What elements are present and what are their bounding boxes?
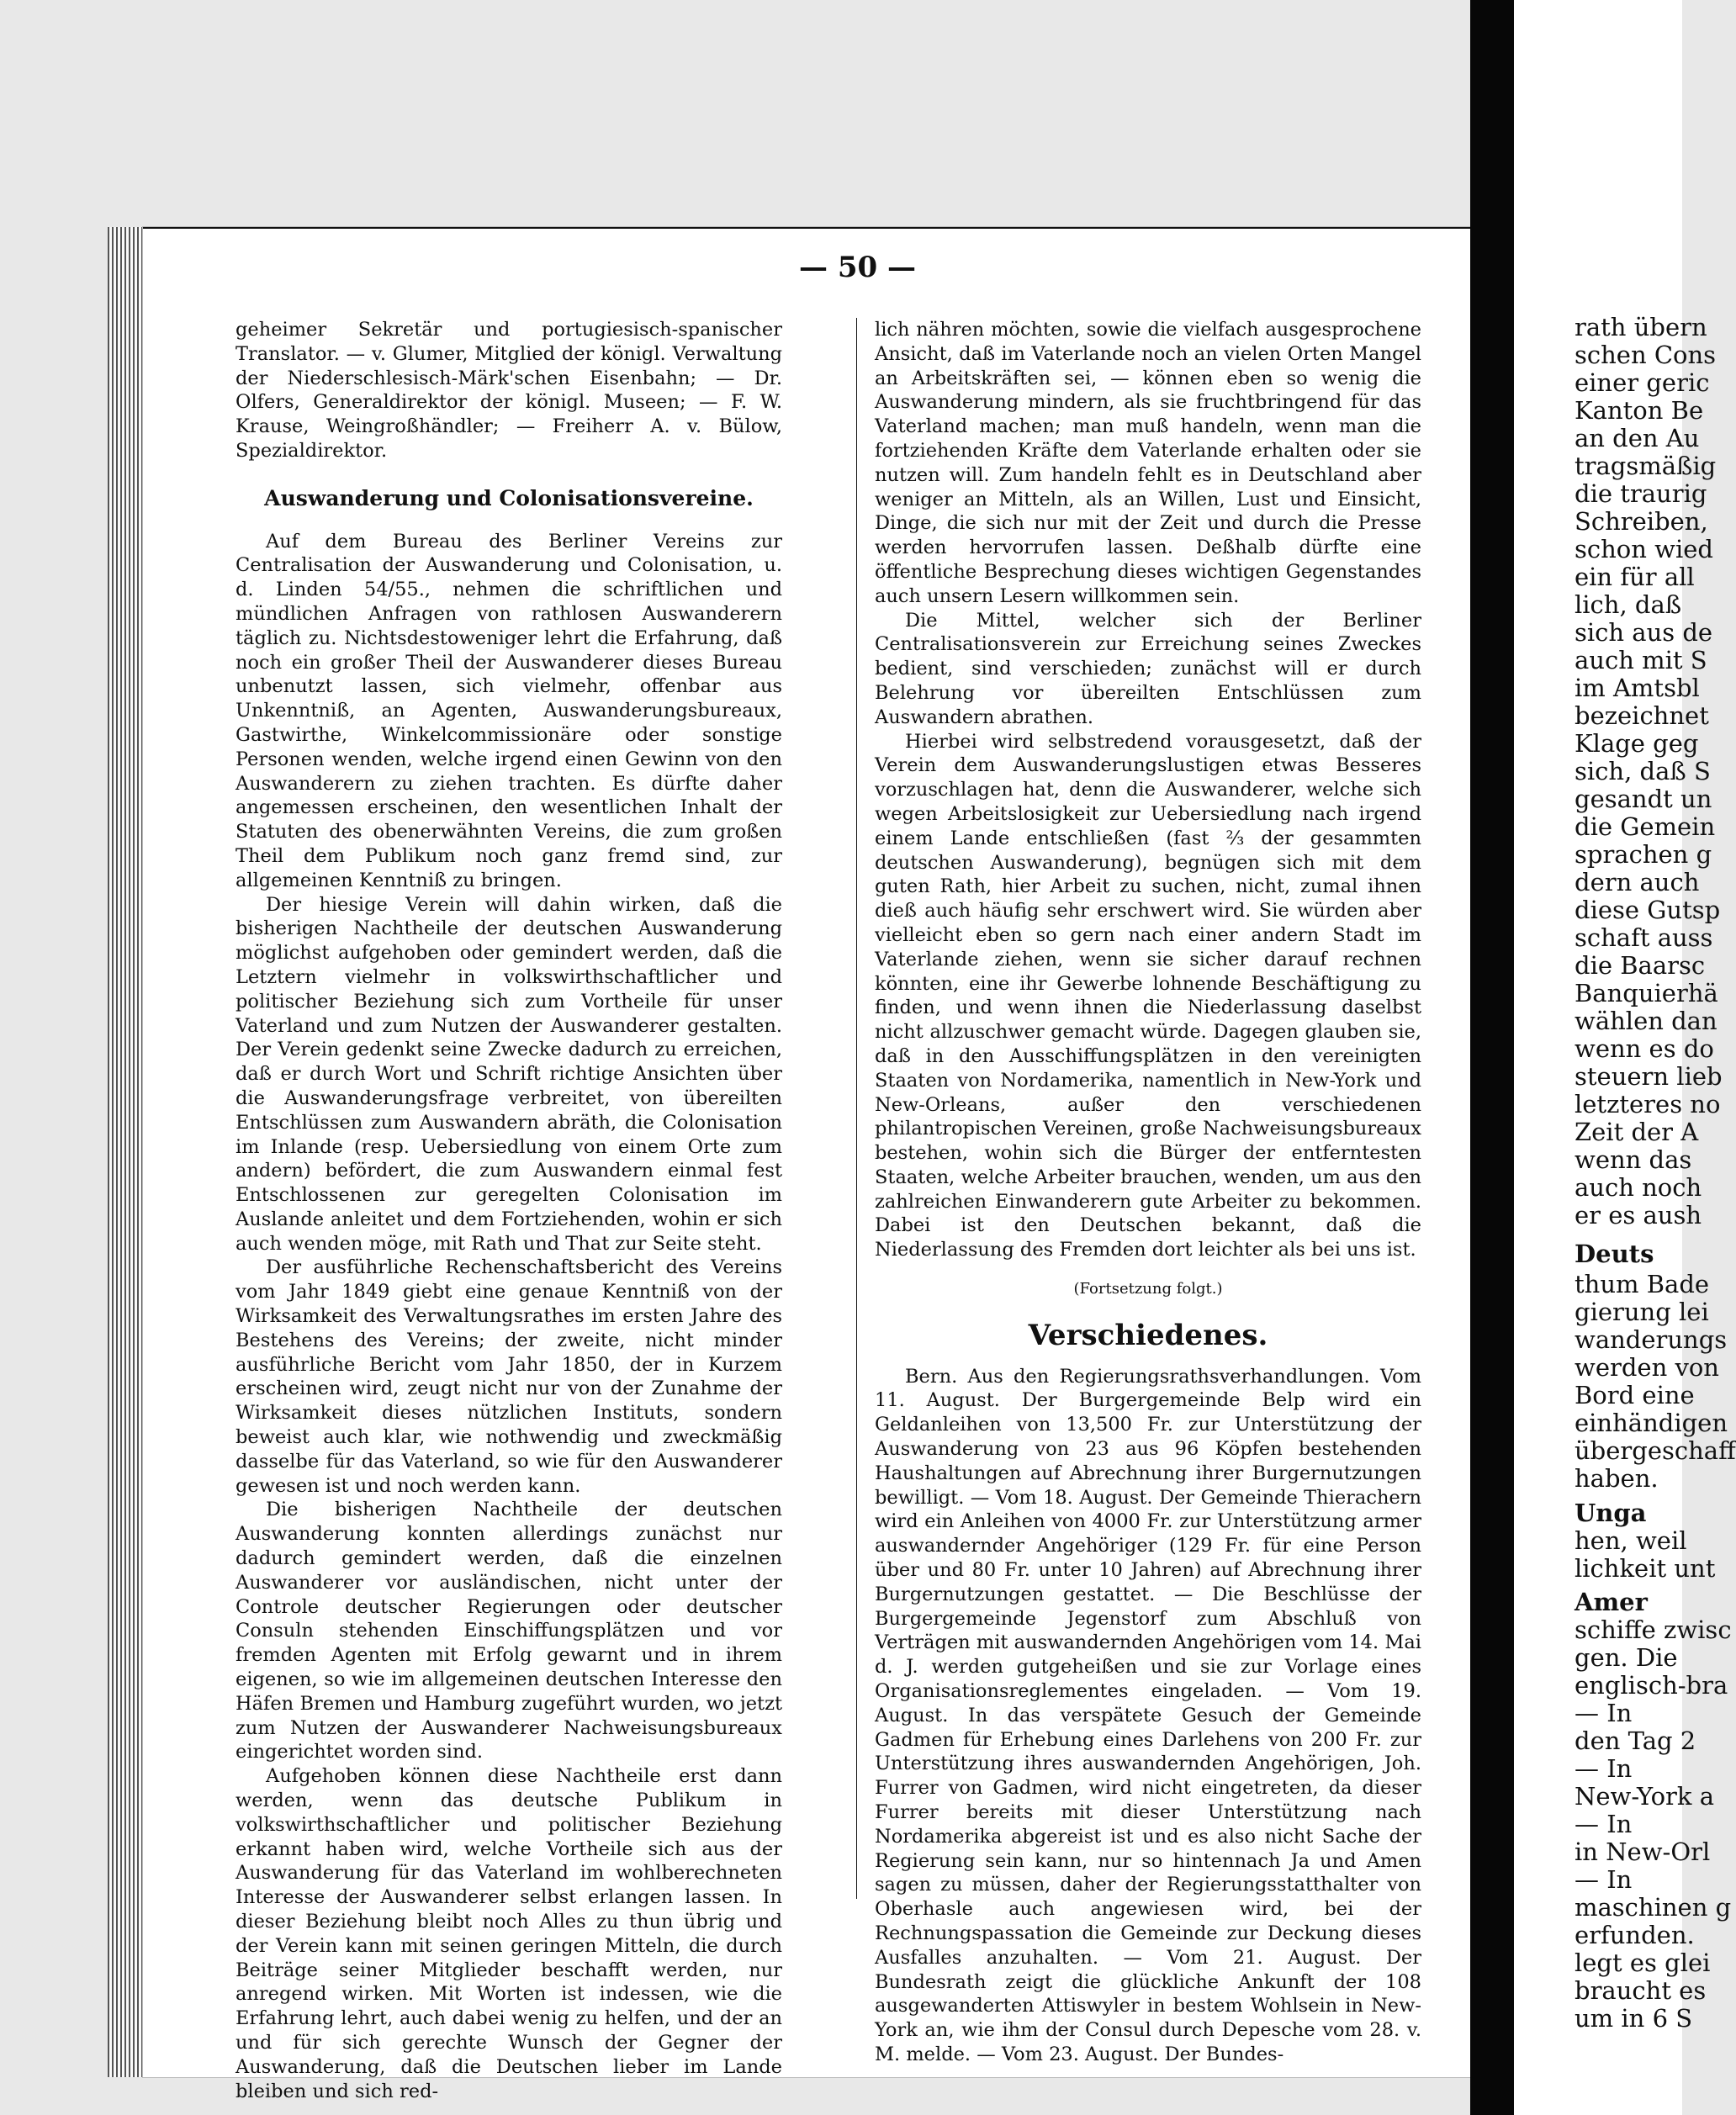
next-page-line: dern auch [1575,868,1700,896]
next-page-line: legt es glei [1575,1948,1711,1977]
next-page-fragment [1514,0,1736,2115]
next-page-line: thum Bade [1575,1270,1710,1298]
next-page-line: wenn es do [1575,1034,1714,1063]
next-page-line: bezeichnet [1575,701,1709,730]
page-number: — 50 — [799,251,916,284]
next-page-line: einhändigen [1575,1409,1728,1437]
continued-note: (Fortsetzung folgt.) [1073,1280,1223,1298]
page-binding-edge [108,227,146,2077]
article-paragraph: Die Mittel, welcher sich der Berliner Centralisationsverein zur Erreichung seines Zweckes bedient, sind verschieden; zunächst will er durch Belehrung vor übereilten Entschlüssen zum Auswandern abrathen. [875,609,1421,728]
gutter-shadow [1470,0,1514,2115]
next-page-line: steuern lieb [1575,1062,1723,1091]
next-page-line: sich aus de [1575,618,1713,647]
article-paragraph: Die bisherigen Nachtheile der deutschen Auswanderung konnten allerdings zunächst nur dadurch gemindert werden, daß die einzelnen Auswanderer vor ausländischen, nicht unter der Controle deutscher Regierungen oder deutscher Consuln stehenden Einschiffungsplätzen und vor fremden Agenten mit Erfolg gewarnt und in ihrem eigenen, so wie im allgemeinen deutschen Interesse den Häfen Bremen und Hamburg zugeführt wurden, wo jetzt zum Nutzen der Auswanderer Nachweisungsbureaux eingerichtet worden sind. [236,1499,782,1763]
next-page-line: auch noch [1575,1173,1702,1202]
section-heading-auswanderung: Auswanderung und Colonisationsvereine. [264,485,754,510]
article-paragraph: Hierbei wird selbstredend vorausgesetzt, daß der Verein dem Auswanderungslustigen etwas Besseres vorzuschlagen hat, denn die Auswanderer, welche sich wegen Arbeitslosigkeit zur Uebersiedlung nach irgend einem Lande entschließen (fast ⅔ der gesammten deutschen Auswanderung), begnügen sich mit dem guten Rath, hier Arbeit zu suchen, nicht, zumal ihnen dieß auch häufig sehr erschwert wird. Sie würden aber vielleicht eben so gern nach einer andern Stadt im Vaterlande ziehen, wenn sie sicher darauf rechnen könnten, eine ihr Gewerbe lohnende Beschäftigung zu finden, und wenn ihnen die Niederlassung daselbst nicht allzuschwer gemacht würde. Dagegen glauben sie, daß in den Ausschiffungsplätzen in den vereinigten Staaten von Nordamerika, namentlich in New-York und New-Orleans, außer den verschiedenen philantropischen Vereinen, große Nachweisungsbureaux bestehen, wohin sich die Bürger der entferntesten Staaten, welche Arbeiter brauchen, wenden, um aus den zahlreichen Einwanderern gute Arbeiter zu bekommen. Dabei ist den Deutschen bekannt, daß die Niederlassung des Fremden dort leichter als bei uns ist. [875,730,1421,1261]
next-page-line: er es aush [1575,1201,1702,1229]
bern-paragraph: Bern. Aus den Regierungsrathsverhandlungen. Vom 11. August. Der Burgergemeinde Belp wird ein Geldanleihen von 13,500 Fr. zur Unterstützung der Auswanderung von 23 aus 96 Köpfen bestehenden Haushaltungen auf Abrechnung ihrer Burgernutzungen bewilligt. — Vom 18. August. Der Gemeinde Thierachern wird ein Anleihen von 4000 Fr. zur Unterstützung armer auswandernder Angehöriger (129 Fr. für eine Person über und 80 Fr. unter 10 Jahren) auf Abrechnung ihrer Burgernutzungen gestattet. — Die Beschlüsse der Burgergemeinde Jegenstorf zum Abschluß von Verträgen mit auswandernden Angehörigen vom 14. Mai d. J. werden gutgeheißen und sie zur Vorlage eines Organisationsreglementes eingeladen. — Vom 19. August. In das verspätete Gesuch der Gemeinde Gadmen für Erhebung eines Darlehens von 200 Fr. zur Unterstützung ihres auswandernden Angehörigen, Joh. Furrer von Gadmen, wird nicht eingetreten, da dieser Furrer bereits mit dieser Unterstützung nach Nordamerika abgereist ist und es also nicht Sache der Regierung sein kann, nur so hintennach Ja und Amen sagen zu müssen, daher der Regierungsstatthalter von Oberhasle auch angewiesen wird, bei der Rechnungspassation die Gemeinde zur Deckung dieses Ausfalles anzuhalten. — Vom 21. August. Der Bundesrath zeigt die glückliche Ankunft der 108 ausgewanderten Attiswyler in bestem Wohlsein in New-York an, wie ihm der Consul durch Depesche vom 28. v. M. melde. — Vom 23. August. Der Bundes- [875,1365,1421,2065]
next-page-line: tragsmäßig [1575,452,1717,480]
section-heading-verschiedenes: Verschiedenes. [1028,1318,1268,1352]
next-page-line: die traurig [1575,479,1707,508]
next-page-line: gesandt un [1575,785,1712,813]
next-page-line: — In [1575,1699,1633,1727]
next-page-line: wählen dan [1575,1007,1717,1035]
article-paragraph: Aufgehoben können diese Nachtheile erst dann werden, wenn das deutsche Publikum in volkswirthschaftlicher und politischer Beziehung erkannt haben wird, welche Vortheile sich aus der Auswanderung für das Vaterland im wohlberechneten Interesse der Auswanderer selbst erlangen lassen. In dieser Beziehung bleibt noch Alles zu thun übrig und der Verein kann mit seinen geringen Mitteln, die durch Beiträge seiner Mitglieder beschafft werden, nur anregend wirken. Mit Worten ist indessen, wie die Erfahrung lehrt, auch dabei wenig zu helfen, und der an und für sich gerechte Wunsch der Gegner der Auswanderung, daß die Deutschen lieber im Lande bleiben und sich red- [236,1765,782,2102]
page-top-rule [143,227,1470,229]
next-page-line: Bord eine [1575,1381,1695,1409]
next-page-line: schaft auss [1575,923,1713,952]
next-page-line: die Baarsc [1575,951,1706,980]
next-page-line: werden von [1575,1353,1719,1382]
next-page-line: maschinen g [1575,1893,1732,1922]
column-divider [856,318,857,1899]
next-page-line: Schreiben, [1575,507,1708,536]
next-page-line: New-York a [1575,1782,1714,1811]
left-column [236,318,782,2103]
next-page-line: braucht es [1575,1976,1707,2005]
right-column [875,318,1421,2067]
article-paragraph: lich nähren möchten, sowie die vielfach ausgesprochene Ansicht, daß im Vaterlande noch an vielen Orten Mangel an Arbeitskräften sei, — können eben so wenig die Auswanderung mindern, als sie fruchtbringend für das Vaterland machen; man muß handeln, wenn man die fortziehenden Kräfte dem Vaterlande erhalten oder sie nutzen will. Zum handeln fehlt es in Deutschland aber weniger an Mitteln, als an Willen, Lust und Einsicht, Dinge, die sich nur mit der Zeit und durch die Presse werden hervorrufen lassen. Deßhalb dürfte eine öffentliche Besprechung dieses wichtigen Gegenstandes auch unsern Lesern willkommen sein. [875,319,1421,607]
next-page-line: sprachen g [1575,840,1712,869]
next-page-line: lich, daß [1575,590,1682,619]
next-page-line: in New-Orl [1575,1837,1711,1866]
next-page-line: lichkeit unt [1575,1554,1716,1583]
next-page-line: übergeschaff [1575,1436,1736,1465]
next-page-line: erfunden. [1575,1921,1695,1949]
next-page-line: schen Cons [1575,341,1717,369]
next-page-line: im Amtsbl [1575,674,1700,702]
next-page-line: englisch-bra [1575,1671,1728,1700]
next-page-line: sich, daß S [1575,757,1711,785]
next-page-line: Unga [1575,1499,1647,1527]
next-page-line: diese Gutsp [1575,896,1721,924]
next-page-line: Kanton Be [1575,396,1704,425]
next-page-line: wanderungs [1575,1325,1728,1354]
next-page-line: wenn das [1575,1145,1692,1174]
next-page-line: Amer [1575,1588,1648,1616]
next-page-line: einer geric [1575,368,1710,397]
next-page-line: Zeit der A [1575,1118,1699,1146]
next-page-line: die Gemein [1575,812,1716,841]
next-page-line: gierung lei [1575,1298,1709,1326]
next-page-line: um in 6 S [1575,2004,1693,2033]
next-page-line: Klage geg [1575,729,1699,758]
next-page-line: — In [1575,1810,1633,1838]
next-page-line: — In [1575,1754,1633,1783]
next-page-line: letzteres no [1575,1090,1721,1118]
next-page-line: gen. Die [1575,1643,1678,1672]
next-page-line: — In [1575,1865,1633,1894]
next-page-line: Banquierhä [1575,979,1718,1007]
next-page-line: haben. [1575,1464,1659,1493]
next-page-line: hen, weil [1575,1526,1687,1555]
next-page-line: ein für all [1575,563,1695,591]
article-paragraph: Der ausführliche Rechenschaftsbericht des Vereins vom Jahr 1849 giebt eine genaue Kenntniß von der Wirksamkeit des Verwaltungsrathes im ersten Jahre des Bestehens des Vereins; der zweite, nicht minder ausführliche Bericht vom Jahr 1850, der in Kurzem erscheinen wird, zeugt nicht nur von der Zunahme der Wirksamkeit dieses nützlichen Instituts, sondern beweist auch klar, wie nothwendig und zweckmäßig dasselbe für das Vaterland, so wie für den Auswanderer gewesen ist und noch werden kann. [236,1256,782,1497]
next-page-line: den Tag 2 [1575,1726,1696,1755]
next-page-line: an den Au [1575,424,1700,452]
lead-in-text: geheimer Sekretär und portugiesisch-spanischer Translator. — v. Glumer, Mitglied der königl. Verwaltung der Niederschlesisch-Märk'schen Eisenbahn; — Dr. Olfers, Generaldirektor der königl. Museen; — F. W. Krause, Weingroßhändler; — Freiherr A. v. Bülow, Spezialdirektor. [236,319,782,462]
next-page-line: schon wied [1575,535,1713,563]
next-page-line: Deuts [1575,1240,1654,1268]
next-page-line: auch mit S [1575,646,1707,674]
article-paragraph: Der hiesige Verein will dahin wirken, daß die bisherigen Nachtheile der deutschen Auswanderung möglichst aufgehoben oder gemindert werden, daß die Letztern vielmehr in volkswirthschaftlicher und politischer Beziehung sich zum Vortheile für unser Vaterland und zum Nutzen der Auswanderer gestalten. Der Verein gedenkt seine Zwecke dadurch zu erreichen, daß er durch Wort und Schrift richtige Ansichten über die Auswanderungsfrage verbreitet, von übereilten Entschlüssen zum Auswandern abräth, die Colonisation im Inlande (resp. Uebersiedlung von einem Orte zum andern) befördert, die zum Auswandern einmal fest Entschlossenen zur geregelten Colonisation im Auslande anleitet und dem Fortziehenden, wohin er sich auch wenden möge, mit Rath und That zur Seite steht. [236,893,782,1255]
article-paragraph: Auf dem Bureau des Berliner Vereins zur Centralisation der Auswanderung und Colonisation, u. d. Linden 54/55., nehmen die schriftlichen und mündlichen Anfragen von rathlosen Auswanderern täglich zu. Nichtsdestoweniger lehrt die Erfahrung, daß noch ein großer Theil der Auswanderer dieses Bureau unbenutzt lassen, sich vielmehr, offenbar aus Unkenntniß, an Agenten, Auswanderungsbureaux, Gastwirthe, Winkelcommissionäre oder sonstige Personen wenden, welche irgend einen Gewinn von den Auswanderern zu ziehen trachten. Es dürfte daher angemessen erscheinen, den wesentlichen Inhalt der Statuten des obenerwähnten Vereins, die zum großen Theil dem Publikum noch ganz fremd sind, zur allgemeinen Kenntniß zu bringen. [236,530,782,891]
next-page-line: rath übern [1575,313,1707,341]
next-page-line: schiffe zwisc [1575,1615,1732,1644]
